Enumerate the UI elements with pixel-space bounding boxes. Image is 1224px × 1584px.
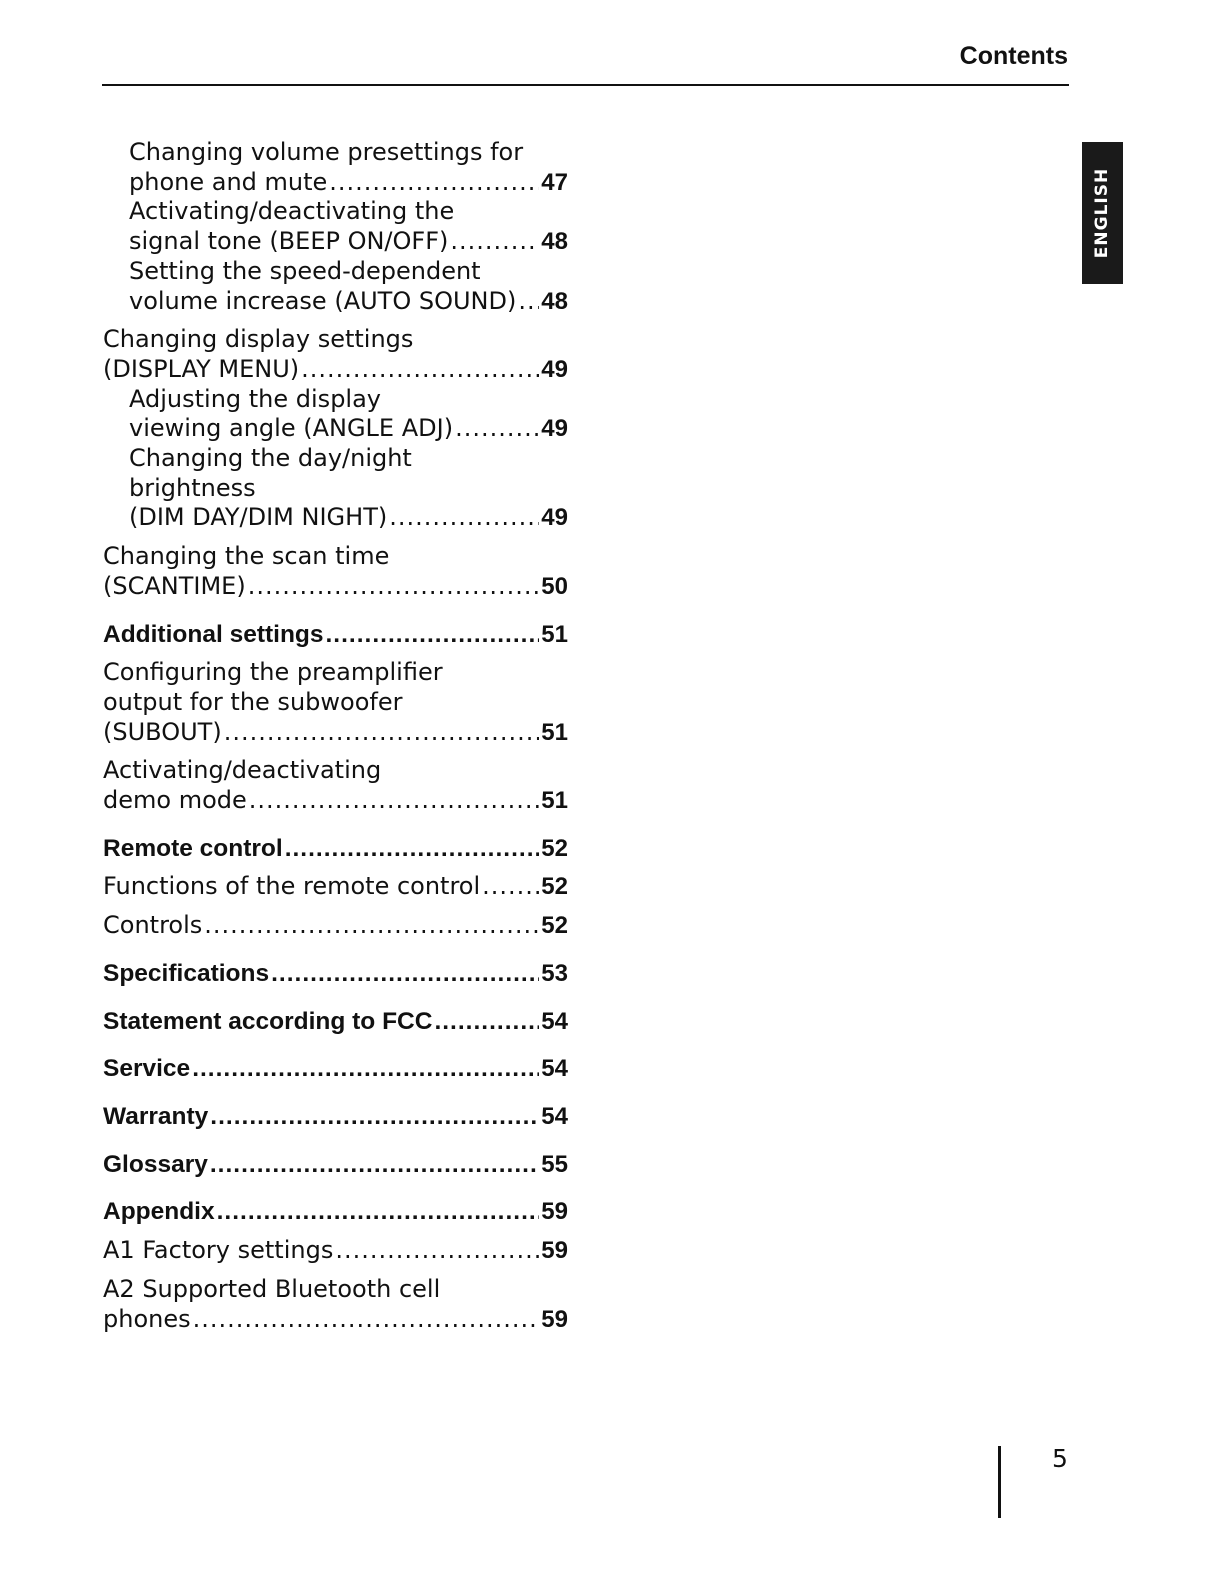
- toc-page-number: 53: [541, 959, 568, 987]
- page-marker-line: [998, 1446, 1001, 1518]
- toc-entry: [103, 1007, 568, 1037]
- toc-entry-text: viewing angle (ANGLE ADJ): [129, 414, 454, 443]
- toc-entry-text: Configuring the preamplifier: [103, 658, 443, 687]
- toc-page-number: 54: [541, 1007, 568, 1035]
- dot-leader: [217, 1197, 540, 1227]
- toc-page-number: 59: [541, 1237, 568, 1265]
- toc-entry-text: Appendix: [103, 1198, 215, 1226]
- toc-entry-row: [129, 414, 568, 444]
- dot-leader: [326, 620, 540, 650]
- toc-entry-text: Adjusting the display: [129, 384, 381, 413]
- toc-entry: [103, 959, 568, 989]
- toc-entry-text: Setting the speed-dependent: [129, 256, 481, 285]
- toc-entry-text: (DISPLAY MENU): [103, 354, 300, 383]
- toc-entry-row: [103, 1054, 568, 1084]
- toc-entry-text: Specifications: [103, 959, 270, 987]
- dot-leader: [285, 834, 540, 864]
- toc-entry: [103, 620, 568, 650]
- toc-page-number: 49: [541, 504, 568, 532]
- toc-entry-text: Changing the scan time: [103, 542, 390, 571]
- toc-entry-row: [103, 1150, 568, 1180]
- toc-entry-row: [103, 959, 568, 989]
- dot-leader: [455, 414, 539, 444]
- toc-entry: [103, 257, 568, 316]
- toc-entry-row: [129, 227, 568, 257]
- page-title: Contents: [959, 42, 1068, 70]
- toc-entry-text: volume increase (AUTO SOUND): [129, 286, 517, 315]
- page-number: 5: [1052, 1444, 1068, 1473]
- toc-entry-text: Changing the day/night: [129, 444, 412, 473]
- toc-page-number: 59: [541, 1305, 568, 1333]
- toc-entry: [103, 872, 568, 902]
- toc-entry: [103, 385, 568, 444]
- dot-leader: [482, 872, 539, 902]
- toc-entry-row: [103, 572, 568, 602]
- toc-entry-text: Remote control: [103, 834, 283, 862]
- toc-entry-text: (SCANTIME): [103, 571, 246, 600]
- dot-leader: [301, 355, 539, 385]
- toc-entry-text: Glossary: [103, 1150, 208, 1178]
- toc-page-number: 49: [541, 415, 568, 443]
- toc-entry-row: [103, 834, 568, 864]
- dot-leader: [518, 287, 539, 317]
- toc-entry-text: signal tone (BEEP ON/OFF): [129, 227, 449, 256]
- toc-entry-text: Warranty: [103, 1102, 209, 1130]
- toc-entry-text: (DIM DAY/DIM NIGHT): [129, 503, 388, 532]
- toc-entry-text: Additional settings: [103, 620, 324, 648]
- toc-entry-row: [103, 911, 568, 941]
- toc-entry: [103, 658, 568, 747]
- toc-entry-row: [103, 1236, 568, 1266]
- toc-entry-row: [129, 287, 568, 317]
- toc-entry-text: Functions of the remote control: [103, 872, 481, 901]
- toc-entry-row: [103, 355, 568, 385]
- toc-entry-text: phone and mute: [129, 167, 328, 196]
- dot-leader: [434, 1007, 539, 1037]
- toc-entry: [103, 1236, 568, 1266]
- toc-page-number: 48: [541, 228, 568, 256]
- language-tab: [1082, 142, 1123, 284]
- toc-entry-text: output for the subwoofer: [103, 687, 403, 716]
- toc-entry-text: brightness: [129, 473, 256, 502]
- dot-leader: [192, 1054, 539, 1084]
- dot-leader: [248, 572, 540, 602]
- toc-page-number: 52: [541, 912, 568, 940]
- toc-page-number: 54: [541, 1055, 568, 1083]
- toc-entry: [103, 197, 568, 256]
- toc-entry-row: [103, 1102, 568, 1132]
- toc-entry-row: [129, 168, 568, 198]
- toc-entry-row: [103, 620, 568, 650]
- toc-entry: [103, 1275, 568, 1334]
- dot-leader: [210, 1150, 539, 1180]
- dot-leader: [450, 227, 539, 257]
- dot-leader: [224, 718, 540, 748]
- toc-page-number: 51: [541, 787, 568, 815]
- language-tab-label: ENGLISH: [1092, 167, 1113, 259]
- toc-entry-text: Service: [103, 1055, 191, 1083]
- toc-entry: [103, 138, 568, 197]
- toc-entry: [103, 542, 568, 601]
- toc-page-number: 51: [541, 718, 568, 746]
- toc-entry: [103, 1197, 568, 1227]
- toc-entry: [103, 911, 568, 941]
- dot-leader: [335, 1236, 539, 1266]
- toc-page-number: 59: [541, 1198, 568, 1226]
- toc-entry-text: Changing display settings: [103, 325, 414, 354]
- toc-page-number: 51: [541, 620, 568, 648]
- toc-entry-row: [103, 718, 568, 748]
- toc-entry: [103, 1150, 568, 1180]
- table-of-contents: [103, 138, 568, 1334]
- toc-entry-text: Activating/deactivating: [103, 756, 382, 785]
- toc-entry-row: [103, 872, 568, 902]
- toc-entry-text: Controls: [103, 911, 203, 940]
- toc-entry-text: (SUBOUT): [103, 717, 222, 746]
- toc-page-number: 52: [541, 873, 568, 901]
- dot-leader: [329, 168, 539, 198]
- toc-entry-row: [103, 786, 568, 816]
- dot-leader: [249, 786, 540, 816]
- toc-entry-row: [103, 1305, 568, 1335]
- toc-page-number: 50: [541, 572, 568, 600]
- dot-leader: [389, 503, 539, 533]
- toc-page-number: 54: [541, 1102, 568, 1130]
- toc-entry: [103, 756, 568, 815]
- dot-leader: [210, 1102, 539, 1132]
- toc-entry: [103, 325, 568, 384]
- toc-page-number: 47: [541, 168, 568, 196]
- dot-leader: [271, 959, 539, 989]
- toc-page-number: 49: [541, 355, 568, 383]
- toc-entry-row: [103, 1007, 568, 1037]
- toc-entry-text: A1 Factory settings: [103, 1236, 334, 1265]
- toc-entry-row: [129, 503, 568, 533]
- toc-entry-text: Statement according to FCC: [103, 1007, 433, 1035]
- toc-page-number: 55: [541, 1150, 568, 1178]
- toc-page-number: 52: [541, 834, 568, 862]
- toc-page-number: 48: [541, 287, 568, 315]
- toc-entry: [103, 1102, 568, 1132]
- toc-entry: [103, 1054, 568, 1084]
- toc-entry-text: Changing volume presettings for: [129, 138, 524, 166]
- toc-entry: [103, 444, 568, 533]
- toc-entry-text: demo mode: [103, 786, 247, 815]
- toc-entry: [103, 834, 568, 864]
- header-divider: [102, 84, 1069, 86]
- toc-entry-text: A2 Supported Bluetooth cell: [103, 1274, 441, 1303]
- toc-entry-text: Activating/deactivating the: [129, 197, 455, 226]
- dot-leader: [193, 1305, 540, 1335]
- toc-entry-row: [103, 1197, 568, 1227]
- toc-entry-text: phones: [103, 1304, 191, 1333]
- dot-leader: [204, 911, 539, 941]
